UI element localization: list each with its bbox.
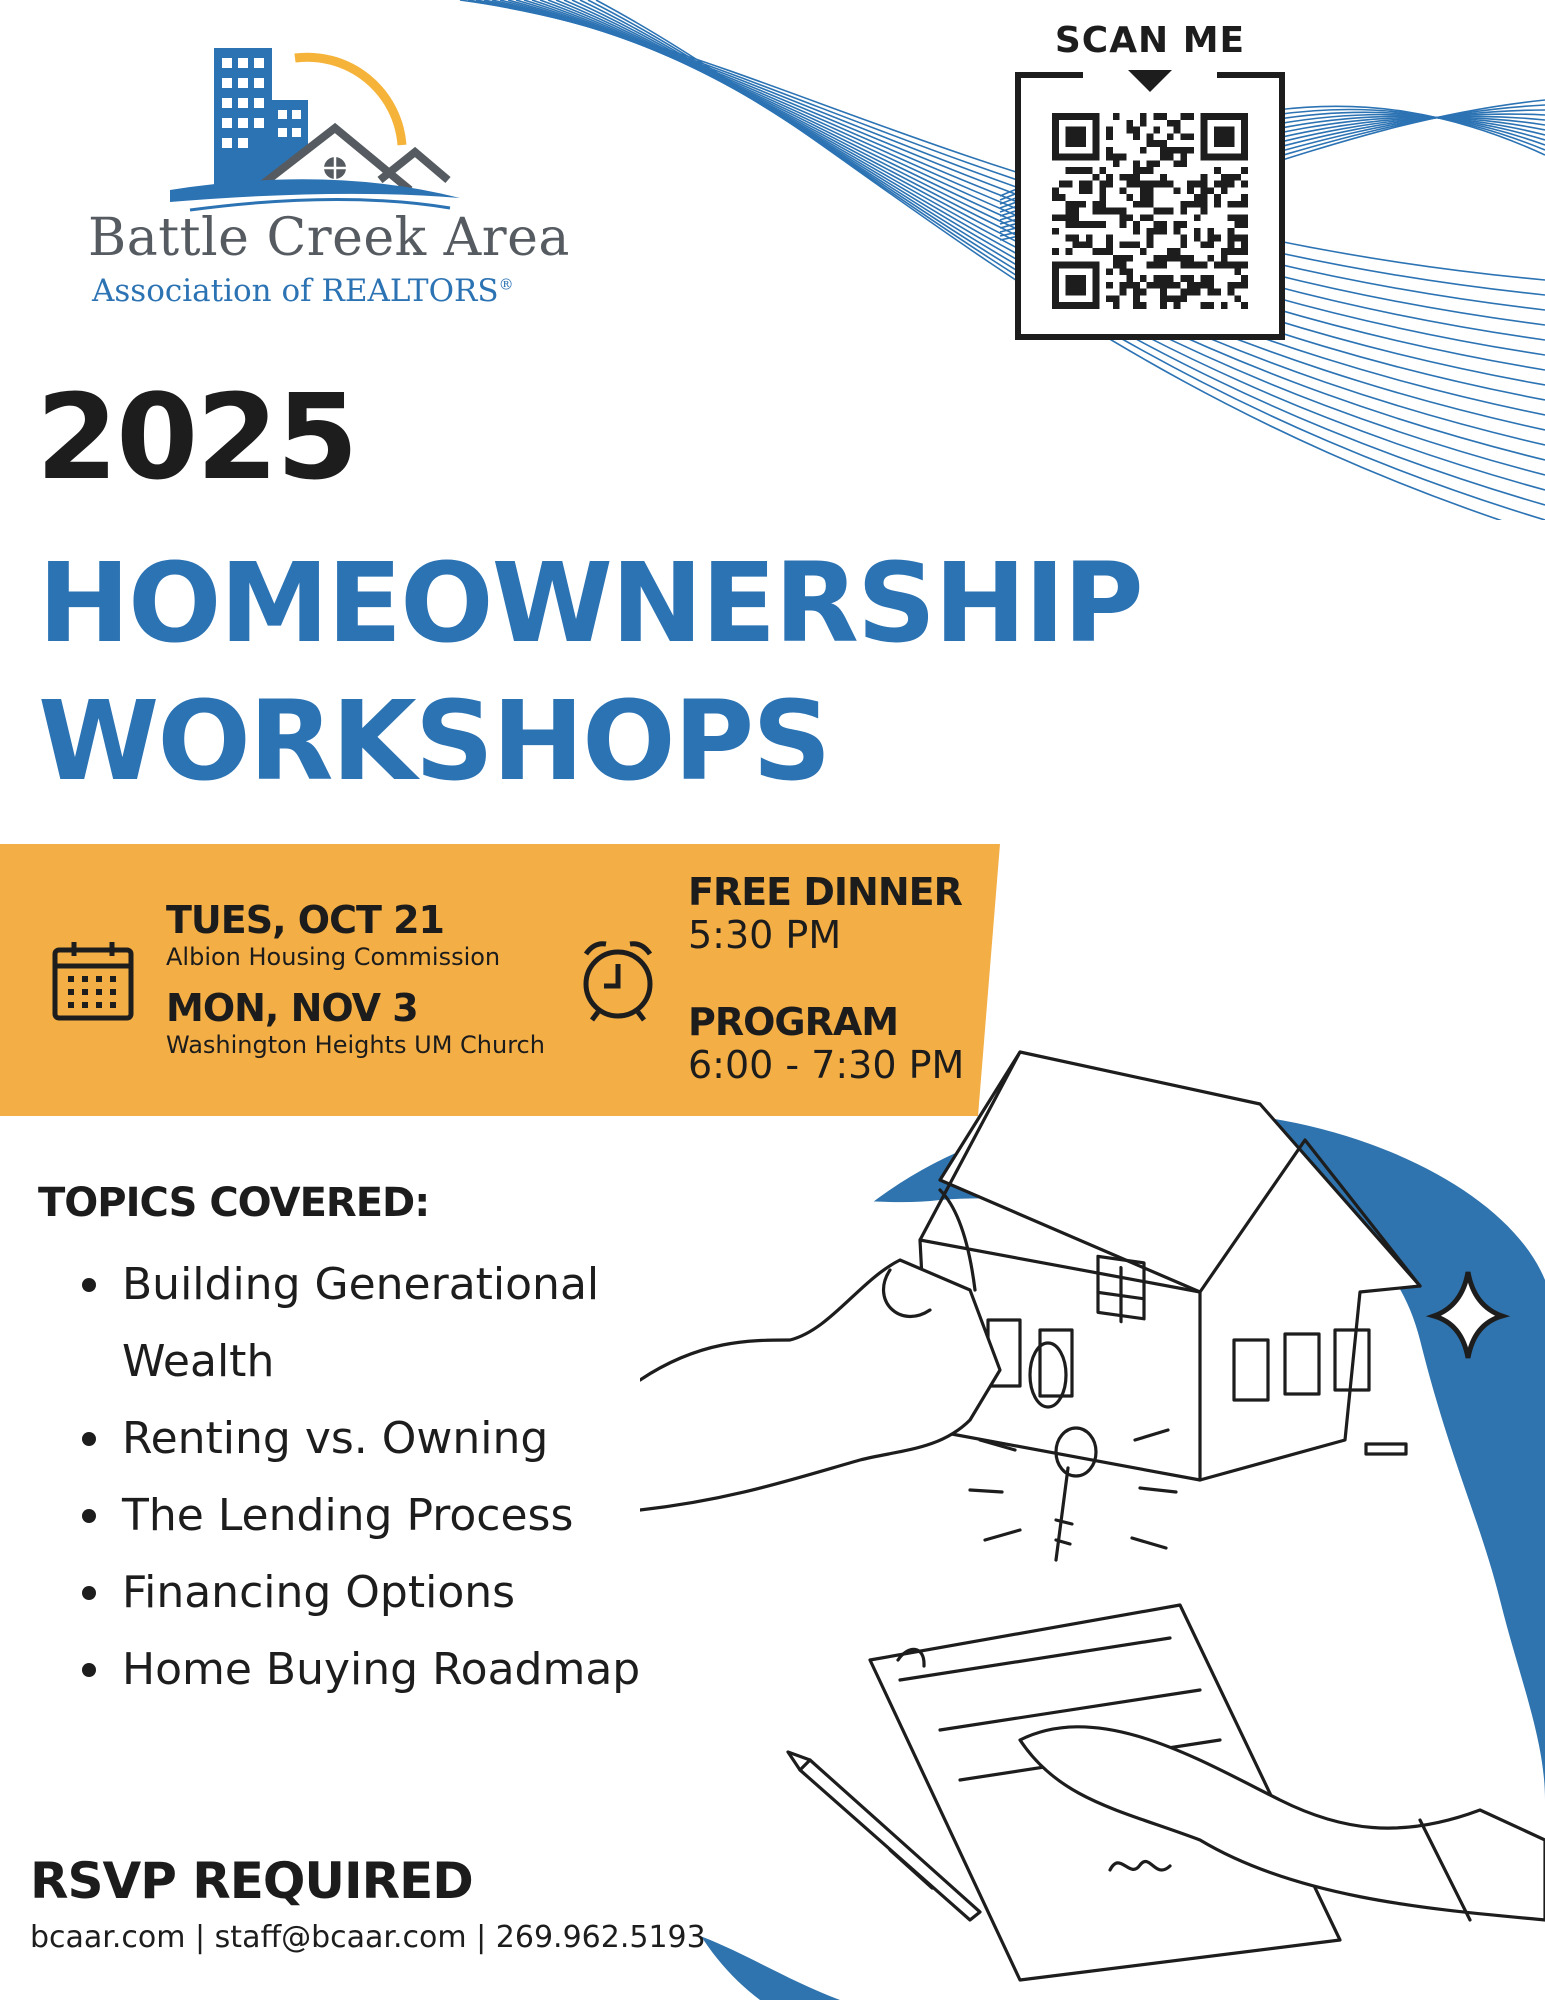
session-location-2: Washington Heights UM Church [166,1031,545,1059]
topic-item: Building Generational Wealth [78,1246,678,1400]
dinner-time: 5:30 PM [688,913,842,957]
rsvp-heading: RSVP REQUIRED [30,1852,473,1910]
program-time: 6:00 - 7:30 PM [688,1043,965,1087]
logo-association: Association of REALTORS® [92,273,514,309]
session-date-1: TUES, OCT 21 [166,898,444,942]
program-label: PROGRAM [688,1000,899,1044]
topics-heading: TOPICS COVERED: [38,1180,430,1226]
alarm-clock-icon [578,936,658,1022]
topic-item: Financing Options [78,1554,678,1631]
headline-title-line1: HOMEOWNERSHIP [38,539,1142,667]
headline-year: 2025 [36,368,357,506]
scan-me-label: SCAN ME [1054,20,1246,61]
session-date-2: MON, NOV 3 [166,986,418,1030]
topic-item: Renting vs. Owning [78,1400,678,1477]
house-keys-illustration [640,1040,1545,2000]
logo-name: Battle Creek Area [88,208,570,268]
logo-mark [80,40,550,215]
topic-item: The Lending Process [78,1477,678,1554]
down-arrow-icon [1128,70,1172,92]
topic-item: Home Buying Roadmap [78,1631,678,1708]
calendar-icon [50,938,136,1024]
session-location-1: Albion Housing Commission [166,943,501,971]
headline-title-line2: WORKSHOPS [38,677,830,805]
qr-code[interactable] [1052,113,1248,309]
bcaar-logo [80,40,570,320]
dinner-label: FREE DINNER [688,870,962,914]
topics-list [78,1246,678,1708]
contact-info[interactable]: bcaar.com | staff@bcaar.com | 269.962.5193 [30,1920,706,1955]
